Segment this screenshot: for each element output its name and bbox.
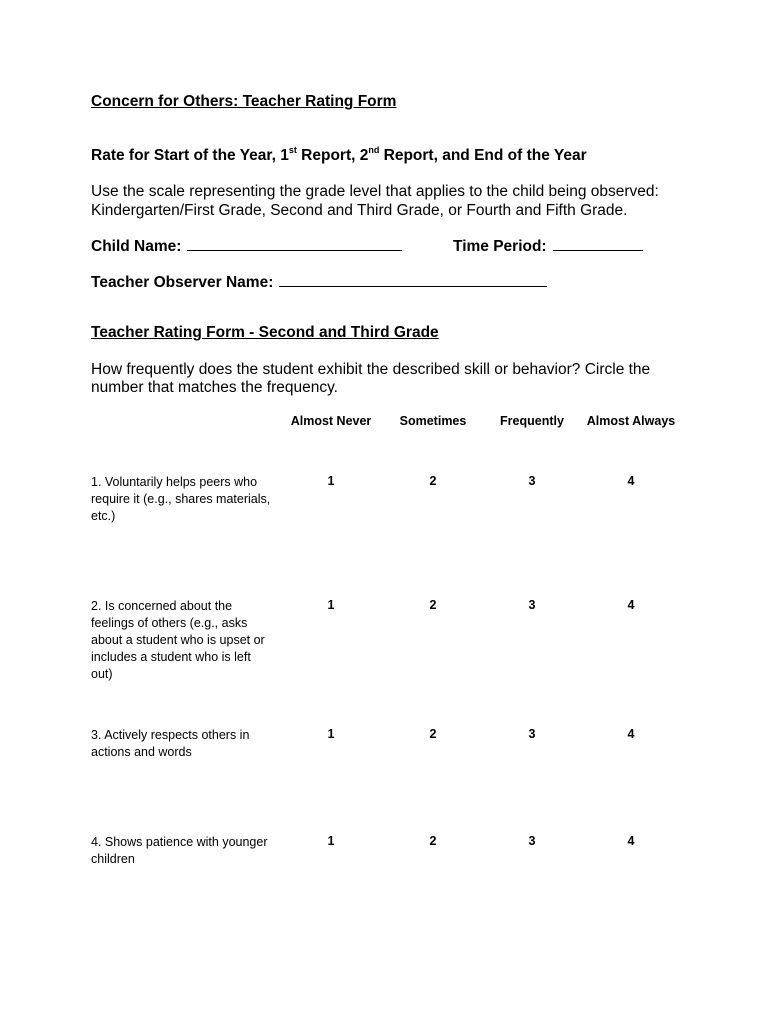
item-1-rating-1[interactable]: 1 [327, 474, 335, 488]
item-4-rating-1[interactable]: 1 [327, 834, 335, 848]
item-2-rating-3[interactable]: 3 [528, 598, 536, 612]
item-line: 2. Is concerned about the [91, 599, 233, 613]
item-2-rating-4[interactable]: 4 [627, 598, 635, 612]
rate-heading [91, 146, 587, 165]
question-prompt [91, 361, 650, 397]
time-period-label: Time Period: [453, 238, 547, 255]
item-line: actions and words [91, 745, 192, 759]
item-2-rating-2[interactable]: 2 [429, 598, 437, 612]
item-2-text [91, 598, 265, 683]
item-4-rating-2[interactable]: 2 [429, 834, 437, 848]
item-line: feelings of others (e.g., asks [91, 616, 248, 630]
teacher-name-field[interactable] [279, 272, 547, 287]
rate-heading-part3: Report, and End of the Year [379, 147, 587, 165]
time-period-row [453, 236, 643, 256]
rate-heading-sup1: st [288, 145, 297, 155]
instructions-line: Kindergarten/First Grade, Second and Third Grade, or Fourth and Fifth Grade. [91, 202, 628, 219]
item-1-rating-2[interactable]: 2 [429, 474, 437, 488]
item-4-text [91, 834, 268, 868]
item-1-rating-3[interactable]: 3 [528, 474, 536, 488]
header-almost-always: Almost Always [586, 414, 676, 428]
item-1-text [91, 474, 270, 525]
item-line: require it (e.g., shares materials, [91, 492, 271, 506]
header-frequently: Frequently [500, 414, 564, 428]
item-line: about a student who is upset or [91, 633, 265, 647]
rate-heading-part2: Report, 2 [296, 147, 369, 165]
item-3-text [91, 727, 249, 761]
teacher-name-label: Teacher Observer Name: [91, 274, 274, 291]
item-line: includes a student who is left [91, 650, 251, 664]
header-almost-never: Almost Never [290, 414, 372, 428]
item-line: children [91, 852, 135, 866]
instructions-line: Use the scale representing the grade level that applies to the child being observed: [91, 183, 659, 200]
section-title: Teacher Rating Form - Second and Third Grade [91, 324, 439, 341]
item-line: 3. Actively respects others in [91, 728, 250, 742]
question-prompt-line: How frequently does the student exhibit the described skill or behavior? Circle the [91, 361, 651, 378]
item-line: etc.) [91, 509, 116, 523]
rate-heading-part1: Rate for Start of the Year, 1 [91, 147, 289, 165]
time-period-field[interactable] [553, 236, 643, 251]
item-3-rating-3[interactable]: 3 [528, 727, 536, 741]
item-3-rating-4[interactable]: 4 [627, 727, 635, 741]
item-line: 1. Voluntarily helps peers who [91, 475, 258, 489]
item-line: out) [91, 667, 113, 681]
item-3-rating-2[interactable]: 2 [429, 727, 437, 741]
item-1-rating-4[interactable]: 4 [627, 474, 635, 488]
rate-heading-sup2: nd [368, 145, 380, 155]
item-line: 4. Shows patience with younger [91, 835, 268, 849]
teacher-name-row [91, 272, 547, 292]
child-name-label: Child Name: [91, 238, 182, 255]
item-4-rating-3[interactable]: 3 [528, 834, 536, 848]
item-2-rating-1[interactable]: 1 [327, 598, 335, 612]
question-prompt-line: number that matches the frequency. [91, 379, 338, 396]
instructions [91, 182, 659, 220]
child-name-row [91, 236, 402, 256]
form-title: Concern for Others: Teacher Rating Form [91, 93, 397, 110]
child-name-field[interactable] [187, 236, 402, 251]
item-4-rating-4[interactable]: 4 [627, 834, 635, 848]
header-sometimes: Sometimes [399, 414, 467, 428]
item-3-rating-1[interactable]: 1 [327, 727, 335, 741]
